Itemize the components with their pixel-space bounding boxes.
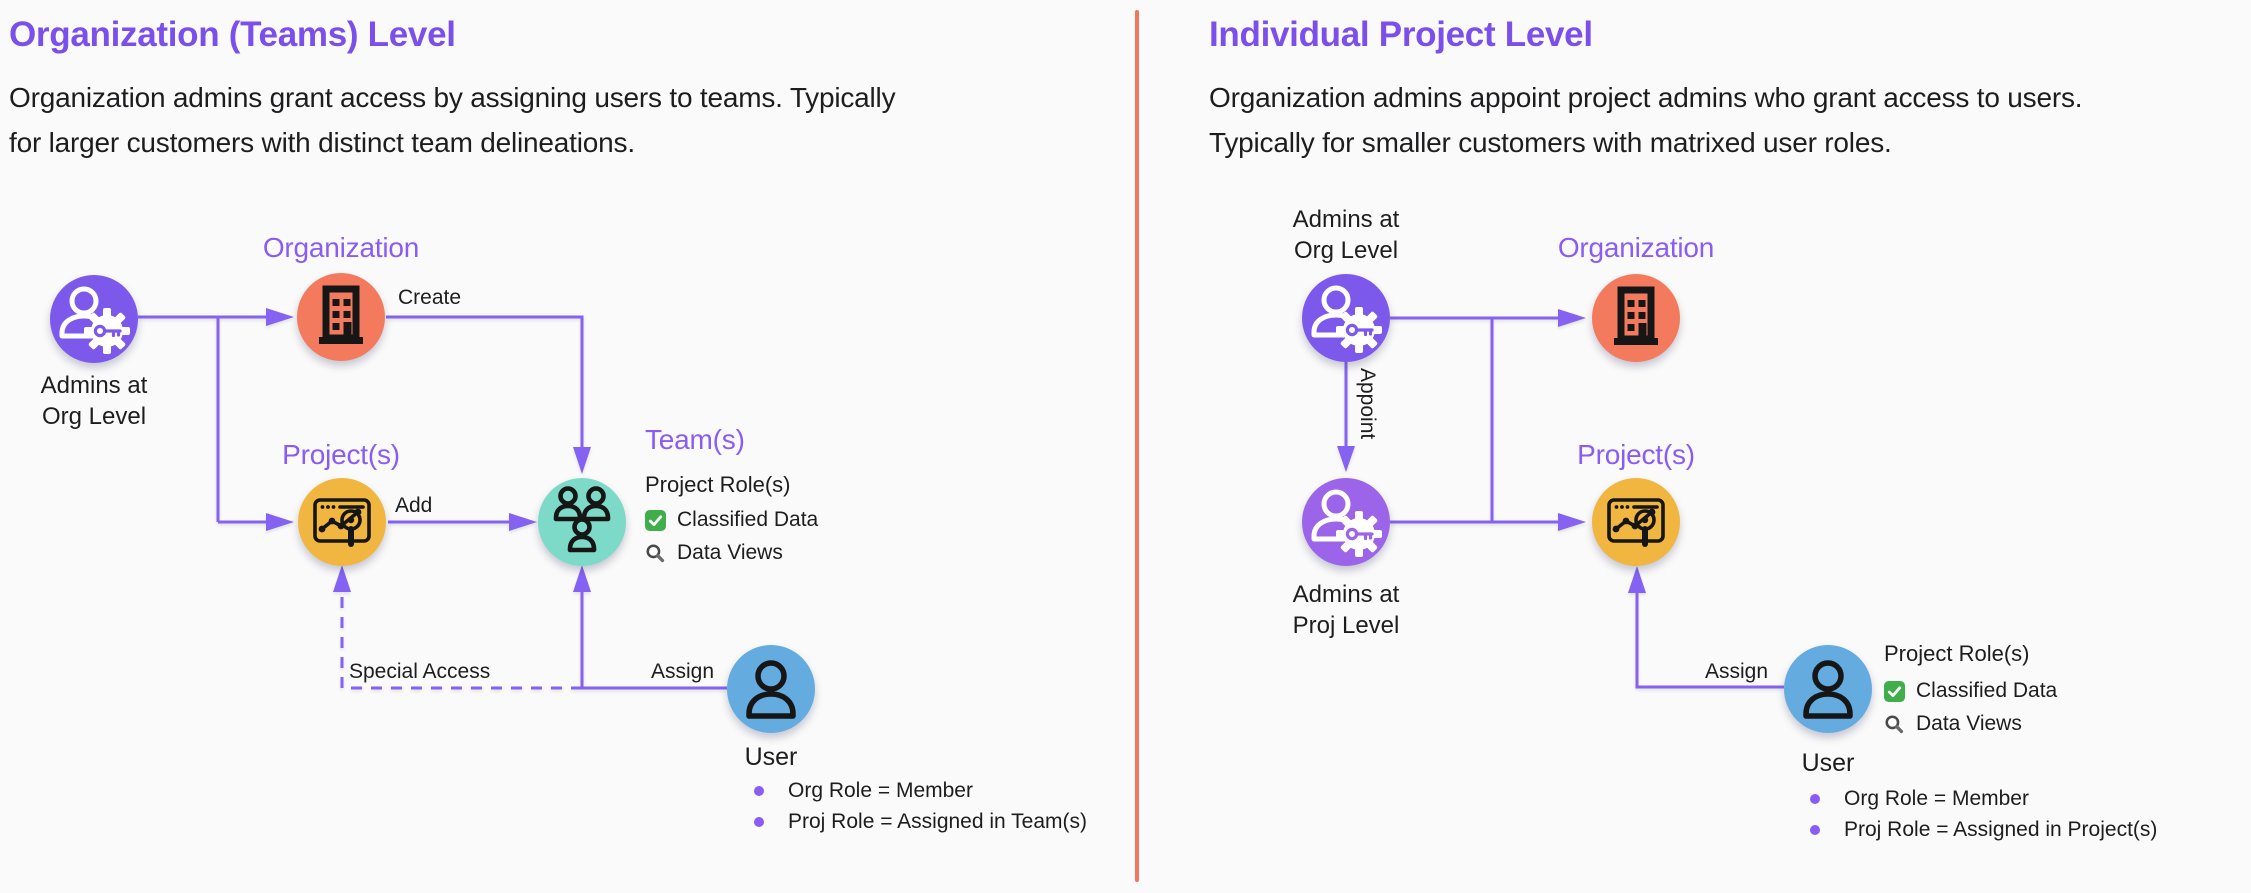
right-organization-label: Organization (1557, 232, 1715, 263)
left-admin-org-node (50, 275, 138, 363)
right-appoint-edge-label: Appoint (1356, 368, 1379, 440)
left-create-edge-label: Create (398, 286, 462, 309)
left-add-edge-label: Add (395, 494, 433, 517)
bullet-dot (1810, 794, 1820, 804)
analytics-browser-icon (298, 478, 386, 566)
panel-divider (1135, 10, 1139, 882)
right-classified-data-label: Classified Data (1916, 679, 2058, 702)
left-classified-data-label: Classified Data (677, 508, 819, 531)
bullet-dot (754, 786, 764, 796)
left-teams-label: Team(s) (645, 424, 745, 455)
magnifier-icon (1884, 714, 1905, 735)
right-user-bullet-2: Proj Role = Assigned in Project(s) (1810, 818, 2157, 842)
left-admin-org-caption: Admins at Org Level (40, 372, 148, 430)
right-data-views-label: Data Views (1916, 712, 2022, 735)
bullet-dot (754, 817, 764, 827)
checked-checkbox-icon (1884, 681, 1905, 702)
left-data-views-label: Data Views (677, 541, 783, 564)
right-user-bullet-1: Org Role = Member (1810, 787, 2029, 811)
right-panel-description-line2: Typically for smaller customers with matrixed user roles. (1209, 127, 1892, 158)
left-organization-label: Organization (262, 232, 420, 263)
magnifier-icon (645, 543, 666, 564)
people-group-icon (538, 478, 626, 566)
left-projects-label: Project(s) (282, 439, 400, 470)
right-projects-label: Project(s) (1577, 439, 1695, 470)
building-icon (1592, 274, 1680, 362)
right-project-roles-heading: Project Role(s) (1884, 641, 2030, 666)
left-projects-node (298, 478, 386, 566)
checked-checkbox-icon (645, 510, 666, 531)
left-data-views-row (645, 541, 783, 565)
right-assign-edge-label: Assign (1705, 660, 1769, 683)
left-assign-edge-label: Assign (651, 660, 715, 683)
right-admin-org-caption: Admins at Org Level (1292, 206, 1400, 264)
right-user-label: User (1801, 749, 1855, 777)
right-admin-proj-caption: Admins at Proj Level (1292, 581, 1400, 639)
person-icon (1784, 645, 1872, 733)
left-user-bullet-2: Proj Role = Assigned in Team(s) (754, 810, 1087, 834)
left-project-roles-heading: Project Role(s) (645, 472, 791, 497)
person-gear-key-icon (1302, 274, 1390, 362)
left-classified-data-row (645, 508, 818, 532)
left-user-label: User (744, 743, 798, 771)
right-panel-title: Individual Project Level (1209, 15, 1593, 54)
right-panel-description-line1: Organization admins appoint project admins who grant access to users. (1209, 82, 2083, 113)
left-panel-description-line1: Organization admins grant access by assigning users to teams. Typically (9, 82, 896, 113)
building-icon (297, 273, 385, 361)
person-icon (727, 645, 815, 733)
right-user-node (1784, 645, 1872, 733)
right-classified-data-row (1884, 679, 2057, 703)
right-admin-org-node (1302, 274, 1390, 362)
left-organization-node (297, 273, 385, 361)
right-data-views-row (1884, 712, 2022, 736)
right-organization-node (1592, 274, 1680, 362)
left-panel-title: Organization (Teams) Level (9, 15, 456, 54)
left-user-bullet-1: Org Role = Member (754, 779, 973, 803)
left-user-node (727, 645, 815, 733)
person-gear-key-icon (50, 275, 138, 363)
bullet-dot (1810, 825, 1820, 835)
analytics-browser-icon (1592, 478, 1680, 566)
left-panel-description-line2: for larger customers with distinct team delineations. (9, 127, 635, 158)
right-admin-proj-node (1302, 478, 1390, 566)
person-gear-key-icon (1302, 478, 1390, 566)
left-teams-node (538, 478, 626, 566)
right-projects-node (1592, 478, 1680, 566)
left-special-access-edge-label: Special Access (349, 660, 491, 683)
